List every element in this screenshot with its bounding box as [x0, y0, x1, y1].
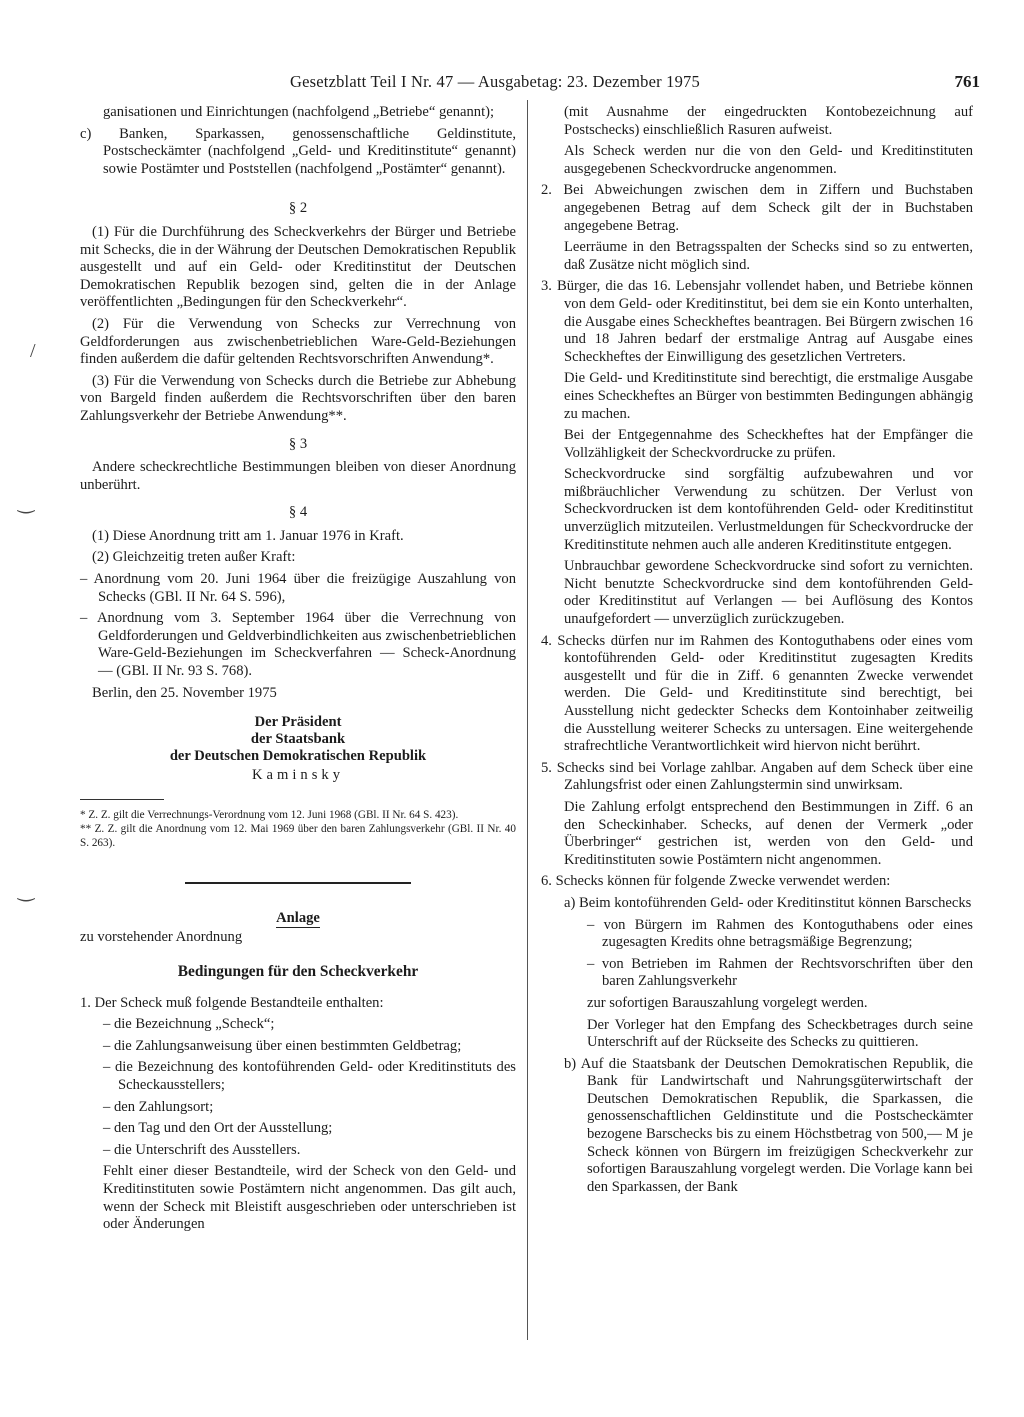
numbered-item: 5. Schecks sind bei Vorlage zahlbar. Angaben auf dem Scheck über eine Zahlungsfrist oder einen Zahlungstermin sind unwirksam. — [541, 759, 973, 794]
sub-item: a) Beim kontoführenden Geld- oder Kreditinstitut können Barschecks — [564, 894, 972, 911]
numbered-item: 3. Bürger, die das 16. Lebensjahr vollendet haben, und Betriebe können von dem Geld- oder Kreditinstitut, bei dem sie ein Konto unterhalten, die Ausgabe eines Scheckheftes beantragen. Bei Bürgern zwischen 16 und 18 Jahren bedarf der erstmalige Antrag auf Ausgabe eines Scheckheftes der Einwilligung des gesetzlichen Vertreters. — [541, 278, 973, 365]
list-item: – Anordnung vom 20. Juni 1964 über die freizügige Auszahlung von Schecks (GBl. II Nr. 64 S. 596), — [80, 571, 516, 605]
section-rule — [185, 882, 411, 884]
paragraph: Unbrauchbar gewordene Scheckvordrucke sind sofort zu vernichten. Nicht benutzte Scheckvordrucke sind dem kontoführenden Geld- oder Kreditinstitut auf Verlangen — bei Auflösung des Kontos unaufgefordert — unverzüglich zurückzugeben. — [564, 558, 973, 628]
margin-pen-curve: ‿ — [18, 492, 35, 514]
list-item: – Anordnung vom 3. September 1964 über die Verrechnung von Geldforderungen und Geldverbindlichkeiten aus zwischenbetrieblichen Ware-Geld-Beziehungen im Scheckverfahren — Scheck-Anordnung — (GBl. II Nr. 93 S. 768). — [80, 610, 516, 680]
paragraph: (2) Für die Verwendung von Schecks zur Verrechnung von Geldforderungen aus zwischenbetrieblichen Ware-Geld-Beziehungen finden außerdem die dafür geltenden Rechtsvorschriften Anwendung*. — [80, 315, 516, 368]
section-heading: § 3 — [288, 435, 308, 452]
signature-line: Der Präsident — [254, 714, 342, 731]
paragraph: (1) Diese Anordnung tritt am 1. Januar 1976 in Kraft. — [92, 527, 404, 544]
paragraph: Leerräume in den Betragsspalten der Schecks sind so zu entwerten, daß Zusätze nicht möglich sind. — [564, 239, 973, 273]
footnote: ** Z. Z. gilt die Anordnung vom 12. Mai 1969 über den baren Zahlungsverkehr (GBl. II Nr. 40 S. 263). — [80, 822, 516, 849]
paragraph: (1) Für die Durchführung des Scheckverkehrs der Bürger und Betriebe mit Schecks, die in der Währung der Deutschen Demokratischen Republik ausgestellt und auf ein Geld- oder Kreditinstitut der Deutschen Demokratischen Republik bezogen sind, gelten die in der Anlage veröffentlichten „Bedingungen für den Scheckverkehr“. — [80, 223, 516, 311]
list-item: – die Bezeichnung des kontoführenden Geld- oder Kreditinstituts des Scheckausstellers; — [103, 1059, 516, 1093]
paragraph: Der Vorleger hat den Empfang des Scheckbetrages durch seine Unterschrift auf der Rückseite des Schecks zu quittieren. — [587, 1016, 973, 1051]
section-heading: § 2 — [288, 200, 308, 217]
paragraph: Scheckvordrucke sind sorgfältig aufzubewahren und vor mißbräuchlicher Verwendung zu schützen. Der Verlust von Scheckvordrucken ist dem kontoführenden Geld- oder Kreditinstitut unverzüglich mitzuteilen. Verlustmeldungen für Scheckvordrucke der Kreditinstitute nehmen auch alle anderen Kreditinstitute entgegen. — [564, 466, 973, 553]
paragraph: zur sofortigen Barauszahlung vorgelegt werden. — [587, 994, 868, 1011]
paragraph: Andere scheckrechtliche Bestimmungen bleiben von dieser Anordnung unberührt. — [80, 459, 516, 493]
margin-pen-stroke: / — [30, 340, 36, 362]
paragraph: ganisationen und Einrichtungen (nachfolgend „Betriebe“ genannt); — [103, 104, 495, 120]
paragraph: Die Geld- und Kreditinstitute sind berechtigt, die erstmalige Ausgabe eines Scheckheftes an Bürger von bestimmten Bedingungen abhängig zu machen. — [564, 370, 973, 422]
margin-pen-curve: ‿ — [18, 880, 35, 902]
list-item: c) Banken, Sparkassen, genossenschaftliche Geldinstitute, Postscheckämter (nachfolgend „Geld- und Kreditinstitute“ genannt) sowie Postämter und Poststellen (nachfolgend „Postämter“ genannt). — [80, 125, 516, 177]
numbered-item: 4. Schecks dürfen nur im Rahmen des Kontoguthabens oder eines vom kontoführenden Geld- oder Kreditinstitut zugesagten Kredits ausgestellt und für die in Ziff. 6 genannten Zwecke verwendet werden. Die Geld- und Kreditinstitute sind berechtigt, bei Ausstellung nicht gedeckter Schecks dem Kontoinhaber zeitweilig die Ausstellung weiterer Schecks zu untersagen. Eine weitergehende strafrechtliche Verantwortlichkeit wird hiervon nicht berührt. — [541, 632, 973, 755]
sub-item: b) Auf die Staatsbank der Deutschen Demokratischen Republik, die Bank für Landwirtschaft und Nahrungsgüterwirtschaft der Deutschen Demokratischen Republik, die Sparkassen, die genossenschaftlichen Geldinstitute und die Postscheckämter bezogene Barschecks bis zu einem Höchstbetrag von 500,— M je Scheck können von Bürgern im freizügigen Scheckverkehr zur sofortigen Barauszahlung vorgelegt werden. Die Vorlage kann bei den Sparkassen, der Bank — [564, 1055, 973, 1195]
paragraph: (3) Für die Verwendung von Schecks durch die Betriebe zur Abhebung von Bargeld finden außerdem die Rechtsvorschriften über den baren Zahlungsverkehr der Betriebe Anwendung**. — [80, 372, 516, 424]
paragraph: (2) Gleichzeitig treten außer Kraft: — [92, 549, 296, 566]
list-item: – die Zahlungsanweisung über einen bestimmten Geldbetrag; — [103, 1037, 462, 1054]
list-item: – den Tag und den Ort der Ausstellung; — [103, 1120, 333, 1137]
footnote-rule — [80, 799, 164, 800]
numbered-item: 6. Schecks können für folgende Zwecke verwendet werden: — [541, 873, 891, 890]
annex-title-text: Anlage — [276, 909, 320, 926]
left-column — [80, 104, 516, 1238]
paragraph: Bei der Entgegennahme des Scheckheftes hat der Empfänger die Vollzähligkeit der Scheckvordrucke zu prüfen. — [564, 427, 973, 461]
paragraph: Fehlt einer dieser Bestandteile, wird der Scheck von den Geld- und Kreditinstituten sowie Postämtern nicht angenommen. Das gilt auch, wenn der Scheck mit Bleistift ausgeschrieben oder unterschrieben ist oder Änderungen — [103, 1163, 516, 1233]
column-divider — [527, 100, 528, 1340]
paragraph: Die Zahlung erfolgt entsprechend den Bestimmungen in Ziff. 6 an den Scheckinhaber. Schecks, auf denen der Vermerk „oder Überbringer“ gestrichen ist, werden von den Geld- und Kreditinstituten sowie Postämtern nicht angenommen. — [564, 798, 973, 868]
annex-subtitle: zu vorstehender Anordnung — [80, 929, 243, 946]
list-item: – die Unterschrift des Ausstellers. — [103, 1141, 301, 1158]
footnote: * Z. Z. gilt die Verrechnungs-Verordnung vom 12. Juni 1968 (GBl. II Nr. 64 S. 423). — [80, 808, 459, 821]
signature-line: der Deutschen Demokratischen Republik — [169, 748, 427, 765]
section-heading: § 4 — [288, 504, 308, 521]
signatory-name: Kaminsky — [252, 767, 344, 784]
conditions-title: Bedingungen für den Scheckverkehr — [177, 963, 419, 980]
signature-line: der Staatsbank — [250, 731, 346, 748]
numbered-item: 2. Bei Abweichungen zwischen dem in Ziffern und Buchstaben angegebenen Betrag auf dem Scheck gilt der in Buchstaben angegebene Betrag. — [541, 182, 973, 234]
gazette-title: Gesetzblatt Teil I Nr. 47 — Ausgabetag: 23. Dezember 1975 — [290, 72, 700, 91]
list-item: – von Bürgern im Rahmen des Kontoguthabens oder eines zugesagten Kredits ohne betragsmäßige Begrenzung; — [587, 916, 973, 951]
list-item: – von Betrieben im Rahmen der Rechtsvorschriften über den baren Zahlungsverkehr — [587, 955, 973, 990]
annex-title — [80, 910, 516, 928]
paragraph: Als Scheck werden nur die von den Geld- und Kreditinstituten ausgegebenen Scheckvordrucke angenommen. — [564, 143, 973, 177]
signature-block — [80, 714, 516, 785]
page-header — [80, 72, 980, 96]
list-item: – den Zahlungsort; — [103, 1098, 214, 1115]
right-column — [541, 104, 973, 1200]
page-number: 761 — [954, 72, 980, 91]
paragraph: (mit Ausnahme der eingedruckten Kontobezeichnung auf Postschecks) einschließlich Rasuren aufweist. — [564, 104, 973, 138]
list-item: – die Bezeichnung „Scheck“; — [103, 1016, 275, 1033]
numbered-item: 1. Der Scheck muß folgende Bestandteile enthalten: — [80, 994, 384, 1011]
date-line: Berlin, den 25. November 1975 — [92, 684, 277, 701]
